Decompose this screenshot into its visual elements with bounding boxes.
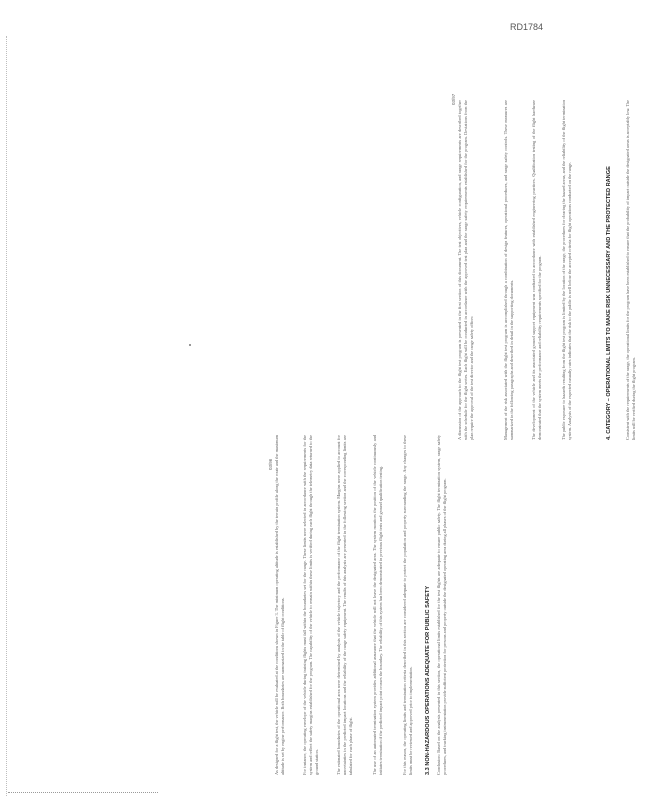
right-paragraph-4: The public exposure to hazards resulting from the flight test program is limited by the location of the range, the procedures for clearing the hazard areas, and the reliability of the flight termination system. Analysis of the expected casualty rates indicates that the risk to the public is well below the accepted criteria for flight operations conducted on the range. — [561, 100, 572, 440]
right-page-number: 03/97 — [451, 93, 456, 105]
left-section-heading: 3.3 NON-HAZARDOUS OPERATIONS ADEQUATE FOR PUBLIC SAFETY — [425, 585, 431, 775]
left-page-number: 03/96 — [268, 458, 273, 470]
right-paragraph-2: Management of the risk associated with the flight test program is accomplished through a combination of design features, operational procedures, and range safety controls. These measures are summarized in the following paragraphs and described in detail in the supporting documents. — [503, 100, 514, 440]
right-closing-paragraph: Consistent with the requirements of the range, the operational limits for the program have been established to ensure that the probability of impact outside the designated areas is acceptably low. The limits will be verified during the flight program. — [625, 100, 636, 440]
left-page — [268, 435, 477, 775]
left-paragraph-1: As designed for a flight test, the vehicle will be evaluated at the conditions shown in Figure 3. The minimum operating altitude is established by the terrain profile along the route and the maximum altitude is set by engine performance. Both boundaries are summarized in the table of flight conditions. — [274, 435, 285, 775]
right-paragraph-1: A discussion of the approach to the flight test program is presented in the first section of this document. The test objectives, vehicle configuration, and range requirements are described together with the schedule for the flight series. Each flight will be conducted in accordance with the approved test plan and the range safety requirements established for the program. Deviations from the plan require the approval of the test director and the range safety officer. — [457, 100, 474, 440]
scan-bottom-dots — [8, 792, 158, 793]
left-paragraph-2: For instance, the operating envelope of the vehicle during training flights must fall within the boundaries set for the range. These limits were selected in accordance with the requirements for the system and reflect the safety margins established for the program. The capability of the vehicle to remain within these limits is verified during each flight through the telemetry data returned to the ground station. — [302, 435, 319, 775]
scan-edge-dots — [6, 36, 7, 796]
document-id: RD1784 — [510, 22, 544, 32]
left-paragraph-3: The estimated boundaries of the operational area were determined by analysis of the vehicle trajectory and the performance of the flight termination system. Margins were applied to account for uncertainties in the predicted impact locations and the reliability of the range safety equipment. The results of this analysis are presented in the following section and the corresponding limits are tabulated for each phase of flight. — [336, 435, 353, 775]
left-paragraph-4: The use of an automated termination system provides additional assurance that the vehicle will not leave the designated area. The system monitors the position of the vehicle continuously and initiates termination if the predicted impact point crosses the boundary. The reliability of this system has been demonstrated in previous flight tests and ground qualification testing. — [372, 435, 383, 775]
left-closing-paragraph: Conclusion: Based on the analysis presented in this section, the operational limits established for the test flights are adequate to ensure public safety. The flight termination system, range safety procedures, and tracking instrumentation provide sufficient protection for persons and property outside the designated operating area during all phases of the flight program. — [436, 435, 447, 775]
right-section-heading: 4. CATEGORY – OPERATIONAL LIMITS TO MAKE RISK UNNECESSARY AND THE PROTECTED RANGE — [606, 166, 612, 440]
scan-artifact — [189, 344, 191, 346]
left-paragraph-5: For this reason, the operating limits and termination criteria described in this section are considered adequate to protect the population and property surrounding the range. Any changes to these limits must be reviewed and approved prior to implementation. — [402, 435, 413, 775]
right-page — [451, 93, 660, 440]
right-paragraph-3: The development of the vehicle and its associated ground support equipment was conducted in accordance with established engineering practices. Qualification testing of the flight hardware demonstrated that the system meets the performance and reliability requirements specified for the program. — [531, 100, 542, 440]
